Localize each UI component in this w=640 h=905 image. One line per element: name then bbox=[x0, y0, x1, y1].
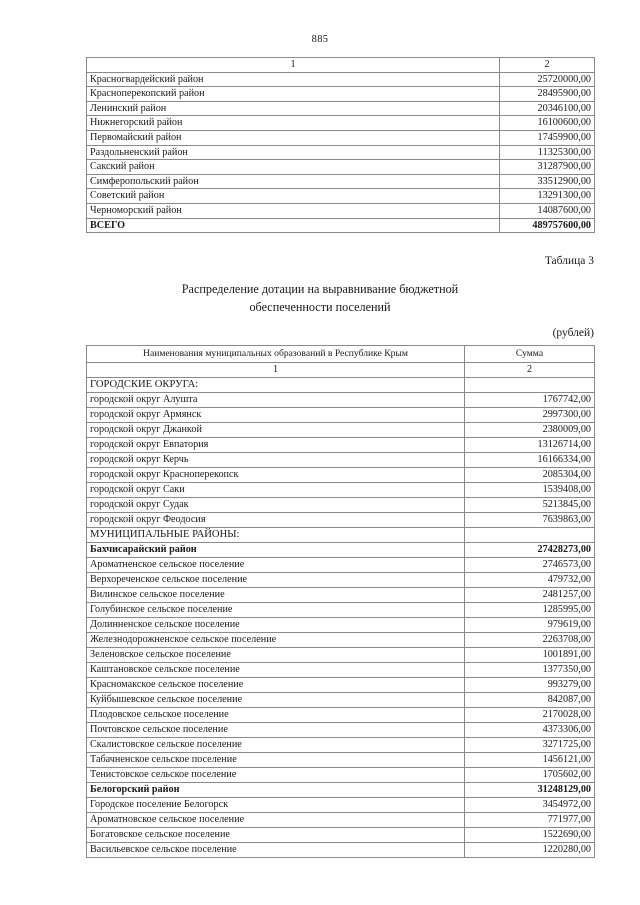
table-row bbox=[87, 116, 595, 131]
row-value: 1767742,00 bbox=[465, 393, 595, 408]
table-column-number-row bbox=[87, 363, 595, 378]
table-row bbox=[87, 160, 595, 175]
row-value: 31287900,00 bbox=[500, 160, 595, 175]
table-row bbox=[87, 468, 595, 483]
row-name: Вилинское сельское поселение bbox=[87, 588, 465, 603]
row-name: Красноперекопский район bbox=[87, 87, 500, 102]
table-row bbox=[87, 783, 595, 798]
table-row bbox=[87, 573, 595, 588]
row-value: 5213845,00 bbox=[465, 498, 595, 513]
row-name: Городское поселение Белогорск bbox=[87, 798, 465, 813]
row-value: 13291300,00 bbox=[500, 189, 595, 204]
row-value: 842087,00 bbox=[465, 693, 595, 708]
row-value: 479732,00 bbox=[465, 573, 595, 588]
units-label: (рублей) bbox=[552, 327, 594, 339]
section-label: ГОРОДСКИЕ ОКРУГА: bbox=[87, 378, 465, 393]
table-row bbox=[87, 453, 595, 468]
table-column-number-row bbox=[87, 58, 595, 73]
table-row bbox=[87, 101, 595, 116]
row-name: Плодовское сельское поселение bbox=[87, 708, 465, 723]
row-value: 31248129,00 bbox=[465, 783, 595, 798]
row-name: Голубинское сельское поселение bbox=[87, 603, 465, 618]
column-number-name: 1 bbox=[87, 363, 465, 378]
table-row bbox=[87, 798, 595, 813]
row-value: 28495900,00 bbox=[500, 87, 595, 102]
table-row bbox=[87, 558, 595, 573]
row-name: городской округ Красноперекопск bbox=[87, 468, 465, 483]
row-name: Куйбышевское сельское поселение bbox=[87, 693, 465, 708]
table-row bbox=[87, 603, 595, 618]
row-value: 2170028,00 bbox=[465, 708, 595, 723]
row-value: 1285995,00 bbox=[465, 603, 595, 618]
table-row bbox=[87, 87, 595, 102]
row-value: 20346100,00 bbox=[500, 101, 595, 116]
row-name: Васильевское сельское поселение bbox=[87, 843, 465, 858]
table-label: Таблица 3 bbox=[544, 255, 594, 267]
table-row bbox=[87, 423, 595, 438]
row-value: 13126714,00 bbox=[465, 438, 595, 453]
row-value: 25720000,00 bbox=[500, 72, 595, 87]
table-row bbox=[87, 648, 595, 663]
table-row bbox=[87, 543, 595, 558]
row-name: Раздольненский район bbox=[87, 145, 500, 160]
table-section-row bbox=[87, 378, 595, 393]
table-row bbox=[87, 663, 595, 678]
row-value: 979619,00 bbox=[465, 618, 595, 633]
row-name: городской округ Саки bbox=[87, 483, 465, 498]
row-value: 3271725,00 bbox=[465, 738, 595, 753]
column-number-name: 1 bbox=[87, 58, 500, 73]
table-row bbox=[87, 588, 595, 603]
row-name: городской округ Керчь bbox=[87, 453, 465, 468]
table-row bbox=[87, 174, 595, 189]
table-row bbox=[87, 438, 595, 453]
row-name: Железнодорожненское сельское поселение bbox=[87, 633, 465, 648]
row-name: Ленинский район bbox=[87, 101, 500, 116]
row-value: 1522690,00 bbox=[465, 828, 595, 843]
row-value: 7639863,00 bbox=[465, 513, 595, 528]
row-name: городской округ Алушта bbox=[87, 393, 465, 408]
section-label: МУНИЦИПАЛЬНЫЕ РАЙОНЫ: bbox=[87, 528, 465, 543]
row-name: ВСЕГО bbox=[87, 218, 500, 233]
budget-allocation-table-continued bbox=[86, 57, 595, 233]
table-row bbox=[87, 513, 595, 528]
row-value: 1377350,00 bbox=[465, 663, 595, 678]
row-name: Тенистовское сельское поселение bbox=[87, 768, 465, 783]
row-name: Верхореченское сельское поселение bbox=[87, 573, 465, 588]
row-value: 1456121,00 bbox=[465, 753, 595, 768]
page-number: 885 bbox=[311, 34, 329, 45]
table-row bbox=[87, 633, 595, 648]
table-row bbox=[87, 130, 595, 145]
row-name: городской округ Евпатория bbox=[87, 438, 465, 453]
row-value: 27428273,00 bbox=[465, 543, 595, 558]
table-header-row bbox=[87, 346, 595, 363]
table-row bbox=[87, 723, 595, 738]
table-row bbox=[87, 708, 595, 723]
row-value: 16100600,00 bbox=[500, 116, 595, 131]
row-value: 2746573,00 bbox=[465, 558, 595, 573]
row-value: 11325300,00 bbox=[500, 145, 595, 160]
table-section-row bbox=[87, 528, 595, 543]
row-name: городской округ Феодосия bbox=[87, 513, 465, 528]
column-number-value: 2 bbox=[465, 363, 595, 378]
row-name: Табачненское сельское поселение bbox=[87, 753, 465, 768]
row-name: Богатовское сельское поселение bbox=[87, 828, 465, 843]
title-line-2: обеспеченности поселений bbox=[249, 299, 391, 314]
row-name: Советский район bbox=[87, 189, 500, 204]
row-name: Ароматновское сельское поселение bbox=[87, 813, 465, 828]
row-name: Черноморский район bbox=[87, 203, 500, 218]
row-value: 2263708,00 bbox=[465, 633, 595, 648]
row-name: Долинненское сельское поселение bbox=[87, 618, 465, 633]
row-name: городской округ Армянск bbox=[87, 408, 465, 423]
row-value: 1539408,00 bbox=[465, 483, 595, 498]
table-row bbox=[87, 189, 595, 204]
table-row bbox=[87, 813, 595, 828]
row-name: Нижнегорский район bbox=[87, 116, 500, 131]
table-row bbox=[87, 738, 595, 753]
row-value: 1705602,00 bbox=[465, 768, 595, 783]
table-row bbox=[87, 203, 595, 218]
row-name: Красномакское сельское поселение bbox=[87, 678, 465, 693]
column-number-value: 2 bbox=[500, 58, 595, 73]
row-value: 2380009,00 bbox=[465, 423, 595, 438]
table-row bbox=[87, 768, 595, 783]
title-line-1: Распределение дотации на выравнивание бюджетной bbox=[181, 282, 459, 296]
table-1-body bbox=[87, 58, 595, 233]
row-name: Белогорский район bbox=[87, 783, 465, 798]
settlement-subsidy-distribution-table bbox=[86, 345, 595, 858]
row-name: городской округ Судак bbox=[87, 498, 465, 513]
row-value bbox=[465, 378, 595, 393]
row-value: 33512900,00 bbox=[500, 174, 595, 189]
row-value: 3454972,00 bbox=[465, 798, 595, 813]
row-value: 489757600,00 bbox=[500, 218, 595, 233]
row-name: Каштановское сельское поселение bbox=[87, 663, 465, 678]
row-value bbox=[465, 528, 595, 543]
table-row bbox=[87, 753, 595, 768]
row-value: 2481257,00 bbox=[465, 588, 595, 603]
table-row bbox=[87, 843, 595, 858]
table-2-body bbox=[87, 346, 595, 858]
table-row bbox=[87, 678, 595, 693]
row-value: 4373306,00 bbox=[465, 723, 595, 738]
table-row bbox=[87, 393, 595, 408]
row-value: 1220280,00 bbox=[465, 843, 595, 858]
table-row bbox=[87, 218, 595, 233]
row-name: городской округ Джанкой bbox=[87, 423, 465, 438]
table-row bbox=[87, 483, 595, 498]
row-name: Почтовское сельское поселение bbox=[87, 723, 465, 738]
row-value: 1001891,00 bbox=[465, 648, 595, 663]
table-row bbox=[87, 828, 595, 843]
row-value: 2085304,00 bbox=[465, 468, 595, 483]
table-row bbox=[87, 72, 595, 87]
table-row bbox=[87, 145, 595, 160]
row-name: Скалистовское сельское поселение bbox=[87, 738, 465, 753]
row-name: Красногвардейский район bbox=[87, 72, 500, 87]
row-name: Симферопольский район bbox=[87, 174, 500, 189]
header-name: Наименования муниципальных образований в Республике Крым bbox=[87, 346, 465, 363]
row-value: 993279,00 bbox=[465, 678, 595, 693]
row-name: Бахчисарайский район bbox=[87, 543, 465, 558]
row-value: 14087600,00 bbox=[500, 203, 595, 218]
row-name: Ароматненское сельское поселение bbox=[87, 558, 465, 573]
table-row bbox=[87, 408, 595, 423]
row-value: 2997300,00 bbox=[465, 408, 595, 423]
table-row bbox=[87, 693, 595, 708]
row-value: 17459900,00 bbox=[500, 130, 595, 145]
row-value: 771977,00 bbox=[465, 813, 595, 828]
table-row bbox=[87, 618, 595, 633]
header-value: Сумма bbox=[465, 346, 595, 363]
table-row bbox=[87, 498, 595, 513]
row-value: 16166334,00 bbox=[465, 453, 595, 468]
row-name: Сакский район bbox=[87, 160, 500, 175]
page-title bbox=[0, 281, 640, 316]
row-name: Первомайский район bbox=[87, 130, 500, 145]
row-name: Зеленовское сельское поселение bbox=[87, 648, 465, 663]
